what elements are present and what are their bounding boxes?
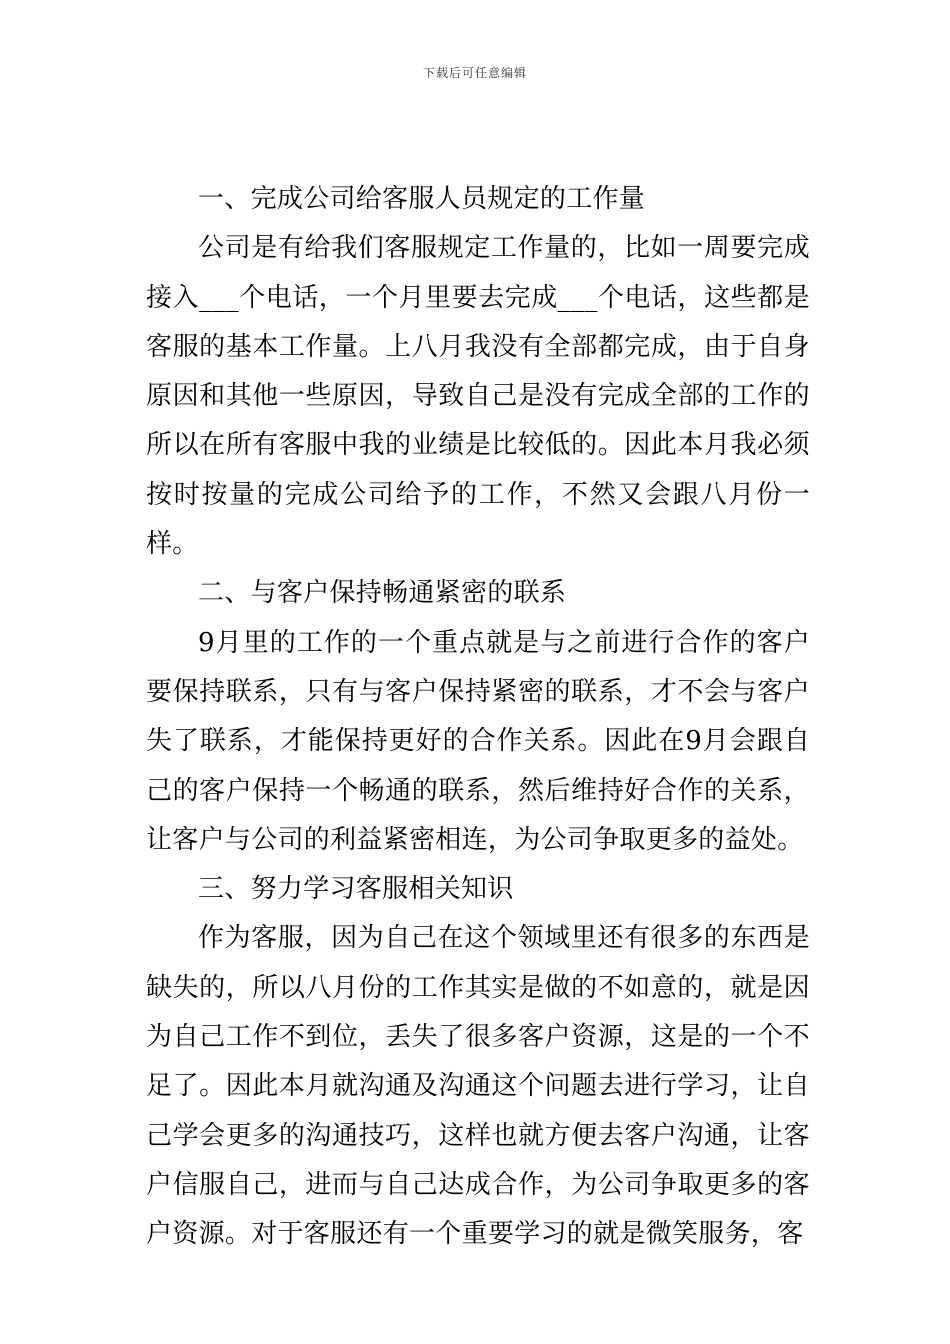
- section-heading-1: 一、完成公司给客服人员规定的工作量: [198, 184, 646, 214]
- section-heading-3: 三、努力学习客服相关知识: [198, 874, 514, 905]
- section-heading-2: 二、与客户保持畅通紧密的联系: [198, 578, 567, 609]
- page-header-note: 下载后可任意编辑: [422, 66, 527, 80]
- section-paragraph-3: 作为客服，因为自己在这个领域里还有很多的东西是缺失的，所以八月份的工作其实是做的不如意的，就是因为自己工作不到位，丢失了很多客户资源，这是的一个不足了。因此本月就沟通及沟通这个问题去进行学习，让自己学会更多的沟通技巧，这样也就方便去客户沟通，让客户信服自己，进而与自己达成合作，为公司争取更多的客户资源。对于客服还有一个重要学习的就是微笑服务，客: [146, 923, 810, 1250]
- section-paragraph-2: 9月里的工作的一个重点就是与之前进行合作的客户要保持联系，只有与客户保持紧密的联系，才不会与客户失了联系，才能保持更好的合作关系。因此在9月会跟自己的客户保持一个畅通的联系，然后维持好合作的关系，让客户与公司的利益紧密相连，为公司争取更多的益处。: [146, 627, 810, 855]
- section-paragraph-1: 公司是有给我们客服规定工作量的，比如一周要完成接入___个电话，一个月里要去完成___个电话，这些都是客服的基本工作量。上八月我没有全部都完成，由于自身原因和其他一些原因，导致自己是没有完成全部的工作的所以在所有客服中我的业绩是比较低的。因此本月我必须按时按量的完成公司给予的工作，不然又会跟八月份一样。: [146, 233, 810, 560]
- document-body: [146, 175, 810, 1260]
